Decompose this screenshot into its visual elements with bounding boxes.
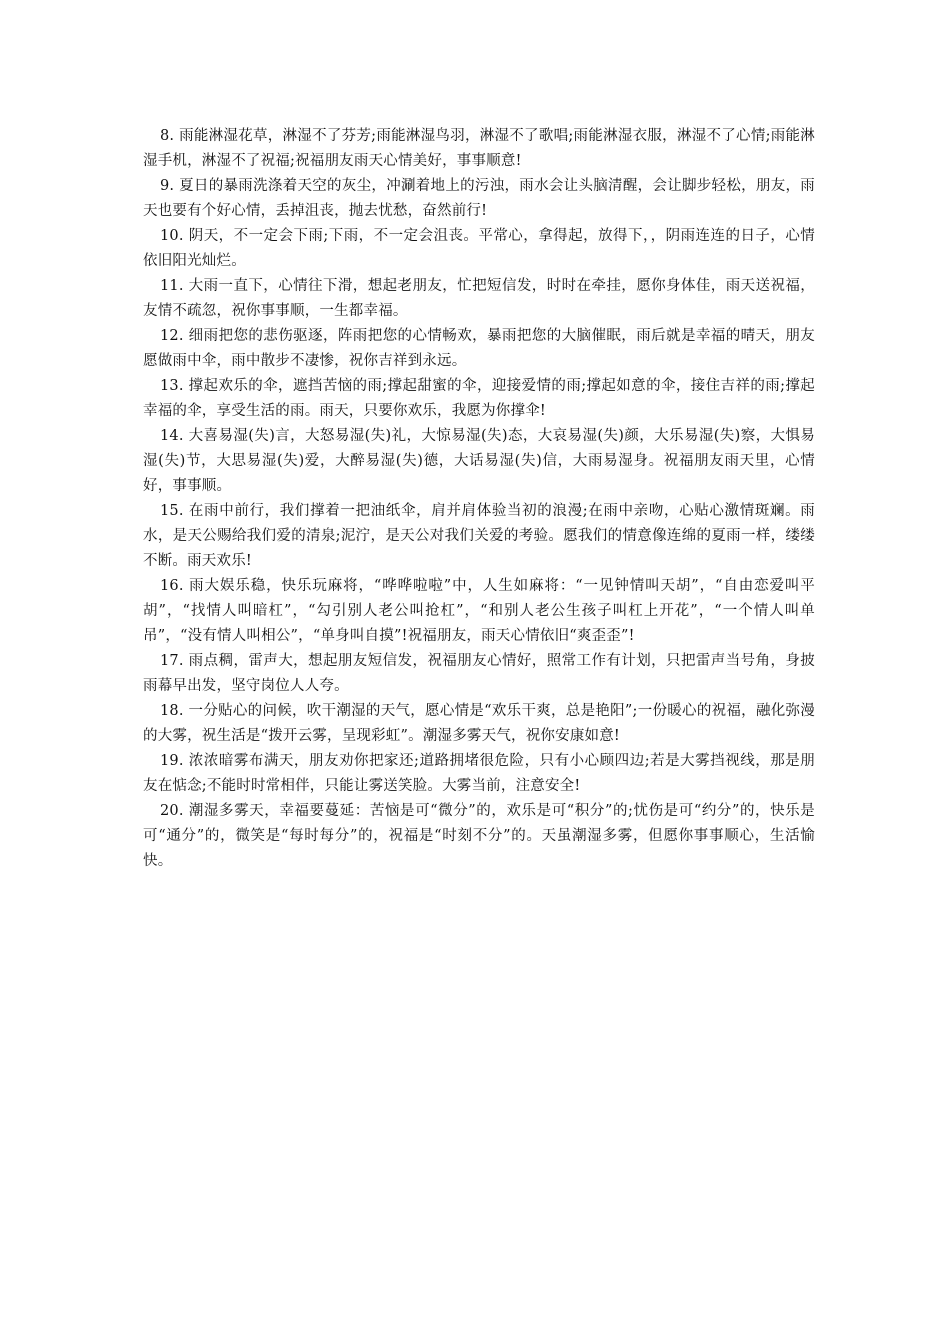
paragraph-20: 20. 潮湿多雾天，幸福要蔓延：苦恼是可“微分”的，欢乐是可“积分”的;忧伤是可“约分”的，快乐是可“通分”的，微笑是“每时每分”的，祝福是“时刻不分”的。天虽潮湿多雾，但愿你事事顺心，生活愉快。 <box>143 803 815 869</box>
paragraph-18: 18. 一分贴心的问候，吹干潮湿的天气，愿心情是“欢乐干爽，总是艳阳”;一份暖心的祝福，融化弥漫的大雾，祝生活是“拨开云雾，呈现彩虹”。潮湿多雾天气，祝你安康如意! <box>143 703 815 744</box>
paragraph-15: 15. 在雨中前行，我们撑着一把油纸伞，肩并肩体验当初的浪漫;在雨中亲吻，心贴心激情斑斓。雨水，是天公赐给我们爱的清泉;泥泞，是天公对我们关爱的考验。愿我们的情意像连绵的夏雨一样，缕缕不断。雨天欢乐! <box>143 503 815 569</box>
paragraph-14: 14. 大喜易湿(失)言，大怒易湿(失)礼，大惊易湿(失)态，大哀易湿(失)颜，大乐易湿(失)察，大惧易湿(失)节，大思易湿(失)爱，大醉易湿(失)德，大话易湿(失)信，大雨易湿身。祝福朋友雨天里，心情好，事事顺。 <box>143 428 815 494</box>
paragraph-10: 10. 阴天，不一定会下雨;下雨，不一定会沮丧。平常心，拿得起，放得下，，阴雨连连的日子，心情依旧阳光灿烂。 <box>143 228 815 269</box>
document-body <box>143 124 815 874</box>
paragraph-8: 8. 雨能淋湿花草，淋湿不了芬芳;雨能淋湿鸟羽，淋湿不了歌唱;雨能淋湿衣服，淋湿不了心情;雨能淋湿手机，淋湿不了祝福;祝福朋友雨天心情美好，事事顺意! <box>143 128 815 169</box>
paragraph-16: 16. 雨大娱乐稳，快乐玩麻将，“哗哗啦啦”中，人生如麻将：“一见钟情叫天胡”，“自由恋爱叫平胡”，“找情人叫暗杠”，“勾引别人老公叫抢杠”，“和别人老公生孩子叫杠上开花”，“一个情人叫单吊”，“没有情人叫相公”，“单身叫自摸”!祝福朋友，雨天心情依旧“爽歪歪”! <box>143 578 815 644</box>
paragraph-9: 9. 夏日的暴雨洗涤着天空的灰尘，冲涮着地上的污浊，雨水会让头脑清醒，会让脚步轻松，朋友，雨天也要有个好心情，丢掉沮丧，抛去忧愁，奋然前行! <box>143 178 815 219</box>
paragraph-12: 12. 细雨把您的悲伤驱逐，阵雨把您的心情畅欢，暴雨把您的大脑催眠，雨后就是幸福的晴天，朋友愿做雨中伞，雨中散步不凄惨，祝你吉祥到永远。 <box>143 328 815 369</box>
paragraph-17: 17. 雨点稠，雷声大，想起朋友短信发，祝福朋友心情好，照常工作有计划，只把雷声当号角，身披雨幕早出发，坚守岗位人人夸。 <box>143 653 815 694</box>
paragraph-11: 11. 大雨一直下，心情往下滑，想起老朋友，忙把短信发，时时在牵挂，愿你身体佳，雨天送祝福，友情不疏忽，祝你事事顺，一生都幸福。 <box>143 278 815 319</box>
paragraph-19: 19. 浓浓暗雾布满天，朋友劝你把家还;道路拥堵很危险，只有小心顾四边;若是大雾挡视线，那是朋友在惦念;不能时时常相伴，只能让雾送笑脸。大雾当前，注意安全! <box>143 753 815 794</box>
paragraph-13: 13. 撑起欢乐的伞，遮挡苦恼的雨;撑起甜蜜的伞，迎接爱情的雨;撑起如意的伞，接住吉祥的雨;撑起幸福的伞，享受生活的雨。雨天，只要你欢乐，我愿为你撑伞! <box>143 378 815 419</box>
